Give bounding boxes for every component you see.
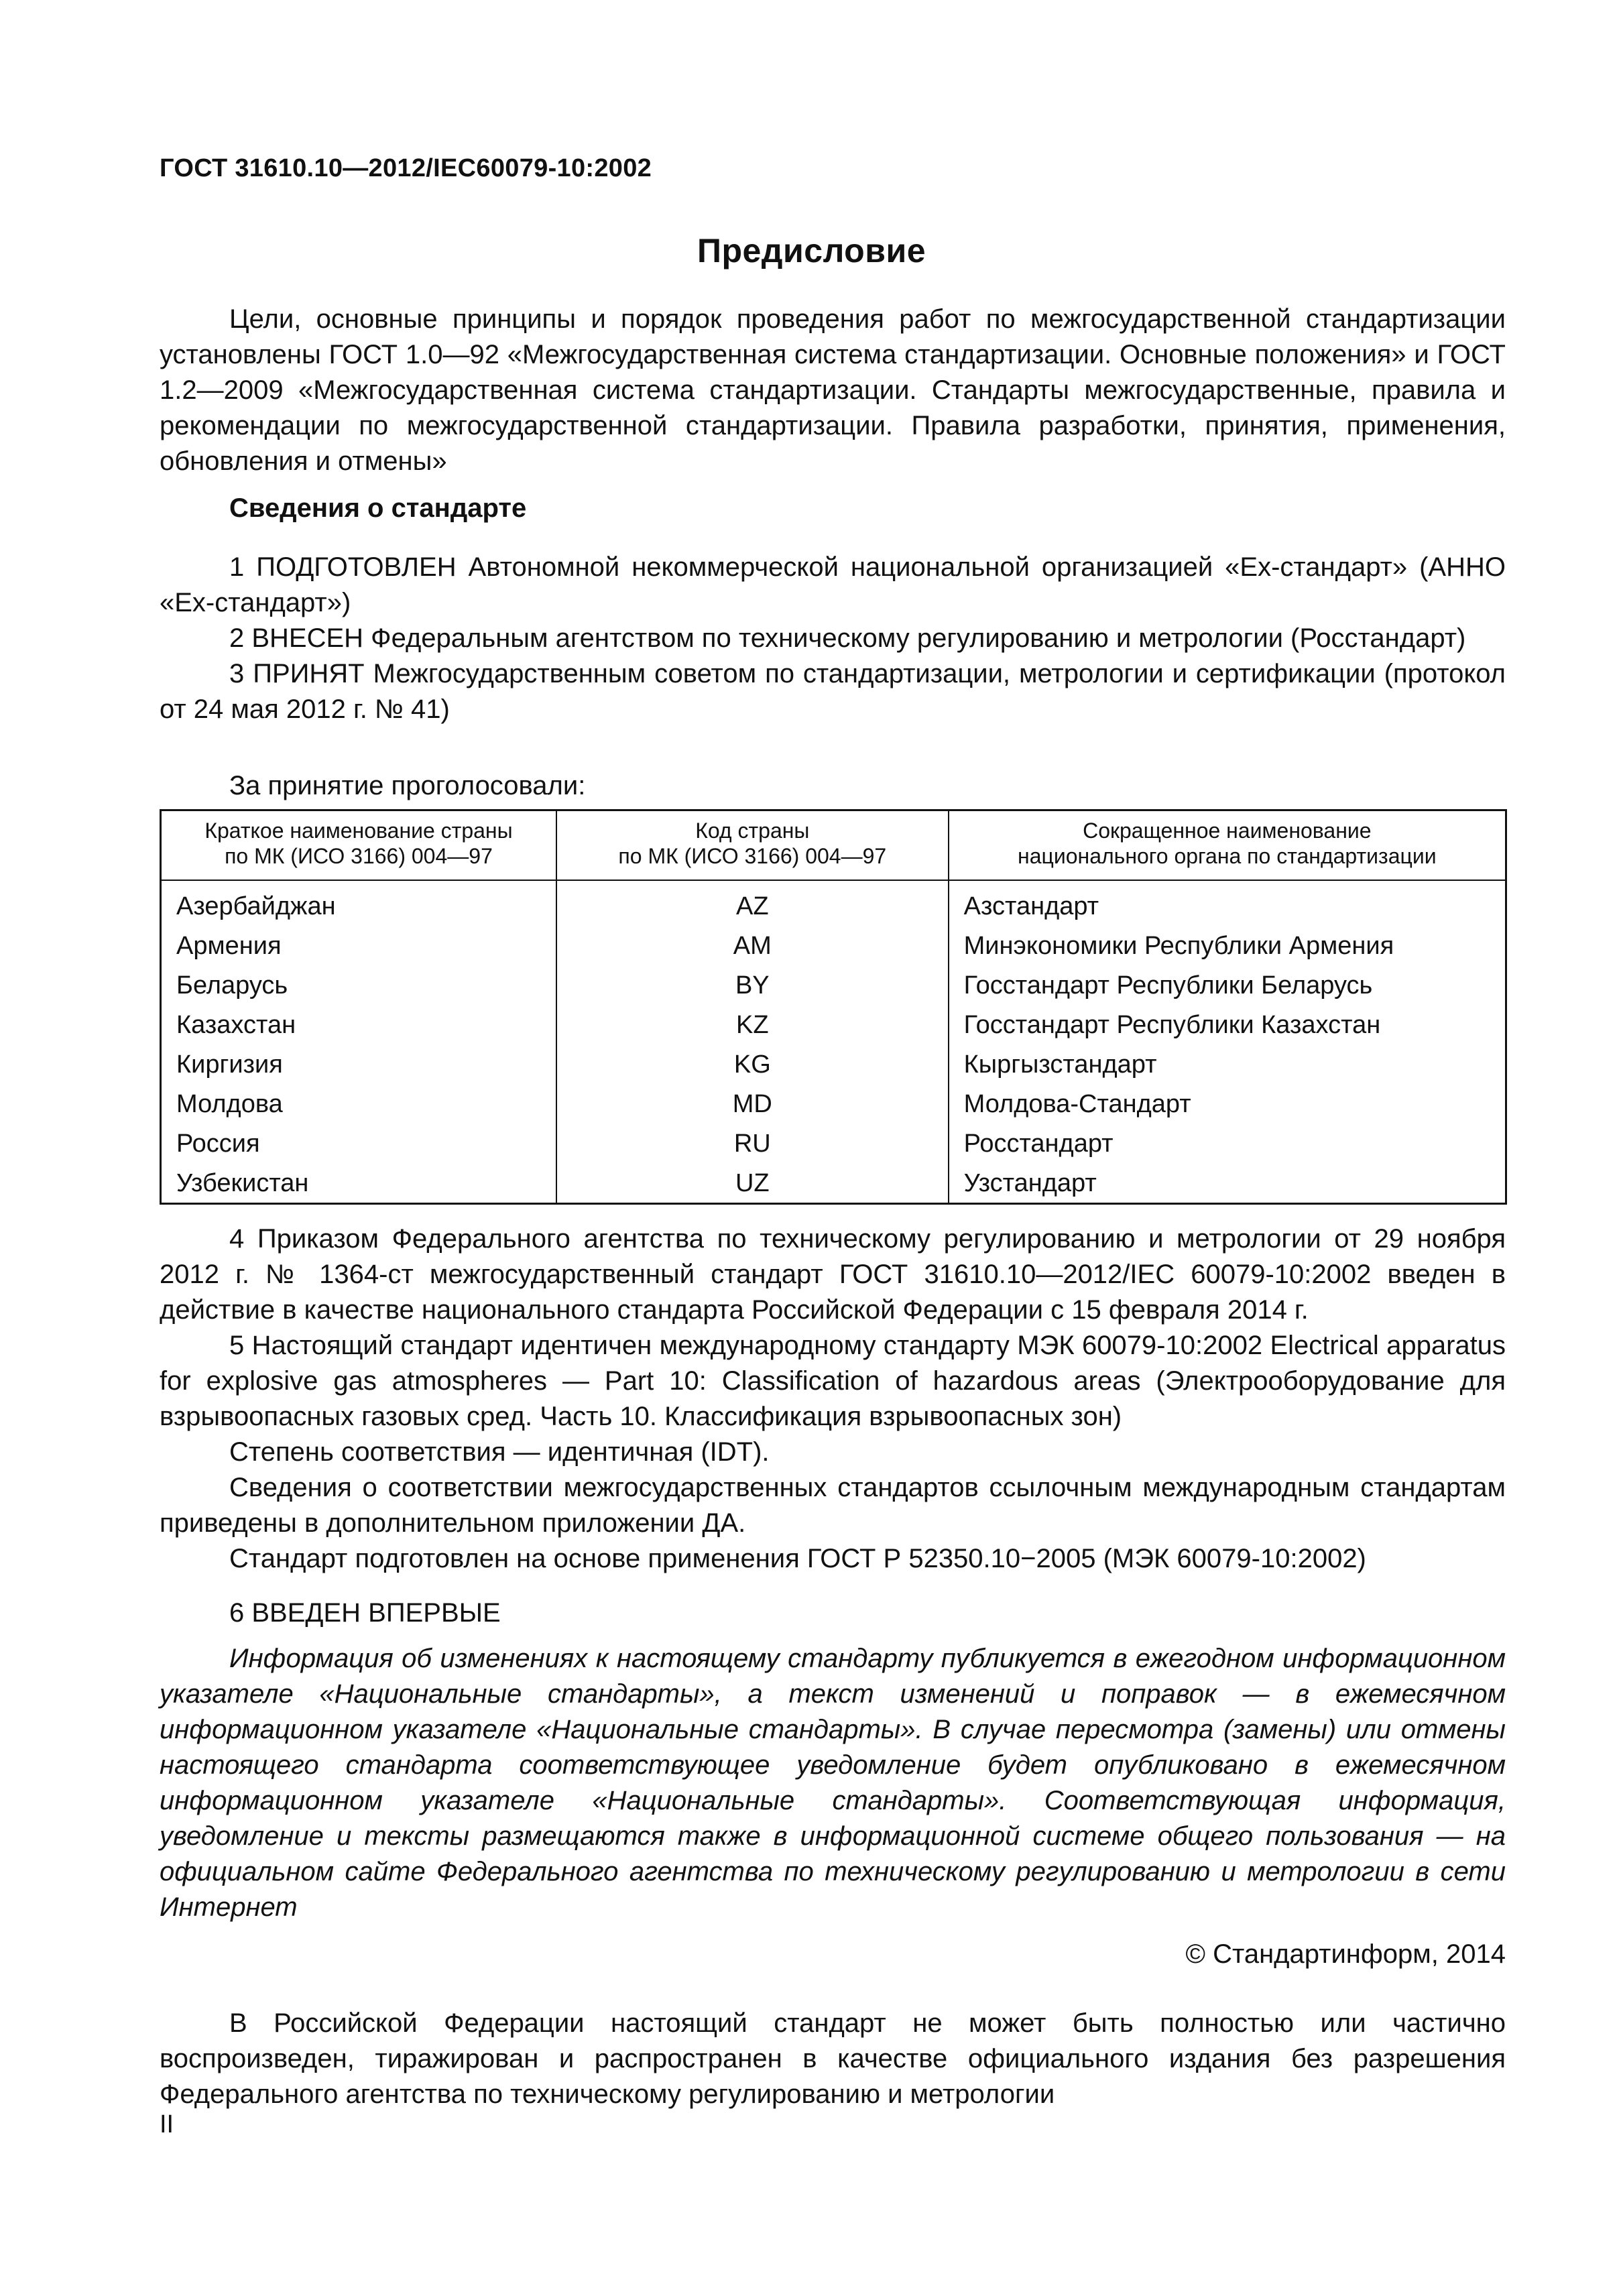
- code-cell: AM: [556, 926, 949, 965]
- info-heading: Сведения о стандарте: [229, 493, 527, 523]
- code-cell: BY: [556, 965, 949, 1005]
- item-adopted: 3 ПРИНЯТ Межгосударственным советом по стандартизации, метрологии и сертификации (протокол от 24 мая 2012 г. № 41): [160, 659, 1506, 724]
- country-cell: Азербайджан: [176, 892, 336, 920]
- header-line: национального органа по стандартизации: [1018, 844, 1437, 868]
- item-introduced: 6 ВВЕДЕН ВПЕРВЫЕ: [229, 1598, 501, 1628]
- rights-statement: В Российской Федерации настоящий стандарт не может быть полностью или частично воспроизведен, тиражирован и распространен в качестве официального издания без разрешения Федерального агентства по техническому регулированию и метрологии: [160, 2008, 1506, 2109]
- body-cell: Узстандарт: [949, 1163, 1506, 1204]
- voting-table: [160, 809, 1507, 1205]
- country-cell: Узбекистан: [176, 1168, 309, 1197]
- table-row: [161, 1044, 1506, 1084]
- table-row: [161, 965, 1506, 1005]
- column-header-code: [556, 810, 949, 881]
- country-cell: Армения: [176, 931, 282, 960]
- table-row: [161, 1124, 1506, 1163]
- table-row: [161, 1005, 1506, 1044]
- item-submitted: 2 ВНЕСЕН Федеральным агентством по техническому регулированию и метрологии (Росстандарт): [229, 623, 1466, 653]
- body-cell: Госстандарт Республики Беларусь: [949, 965, 1506, 1005]
- item-order: 4 Приказом Федерального агентства по техническому регулированию и метрологии от 29 ноября 2012 г. № 1364-ст межгосударственный стандарт ГОСТ 31610.10—2012/IEC 60079-10:2002 введен в действие в качестве национального стандарта Российской Федерации с 15 февраля 2014 г.: [160, 1224, 1506, 1325]
- item-degree: Степень соответствия — идентичная (IDT).: [229, 1437, 770, 1467]
- column-header-country: [161, 810, 556, 881]
- table-row: [161, 926, 1506, 965]
- item-basis: Стандарт подготовлен на основе применения ГОСТ Р 52350.10−2005 (МЭК 60079-10:2002): [229, 1544, 1366, 1573]
- country-cell: Россия: [176, 1129, 260, 1158]
- table-row: [161, 880, 1506, 926]
- country-cell: Молдова: [176, 1089, 283, 1118]
- table-row: [161, 1084, 1506, 1124]
- body-cell: Азстандарт: [949, 880, 1506, 926]
- table-row: [161, 1163, 1506, 1204]
- column-header-body: [949, 810, 1506, 881]
- code-cell: AZ: [556, 880, 949, 926]
- country-cell: Беларусь: [176, 971, 288, 1000]
- body-cell: Кыргызстандарт: [949, 1044, 1506, 1084]
- code-cell: KZ: [556, 1005, 949, 1044]
- items-before-table: [160, 550, 1506, 727]
- item-references: Сведения о соответствии межгосударственных стандартов ссылочным международным стандартам приведены в дополнительном приложении ДА.: [160, 1473, 1506, 1538]
- standard-designation: ГОСТ 31610.10—2012/IEC60079-10:2002: [160, 154, 652, 182]
- country-cell: Казахстан: [176, 1010, 296, 1039]
- country-cell: Киргизия: [176, 1050, 283, 1079]
- code-cell: KG: [556, 1044, 949, 1084]
- intro-block: [160, 302, 1506, 479]
- code-cell: UZ: [556, 1163, 949, 1204]
- code-cell: MD: [556, 1084, 949, 1124]
- copyright: © Стандартинформ, 2014: [1185, 1939, 1506, 1969]
- header-line: Код страны: [695, 819, 810, 843]
- header-line: Краткое наименование страны: [204, 819, 513, 843]
- table-header-row: [161, 810, 1506, 881]
- code-cell: RU: [556, 1124, 949, 1163]
- header-line: Сокращенное наименование: [1083, 819, 1372, 843]
- page-title: Предисловие: [697, 232, 926, 269]
- header-line: по МК (ИСО 3166) 004—97: [618, 844, 887, 868]
- intro-paragraph: Цели, основные принципы и порядок проведения работ по межгосударственной стандартизации установлены ГОСТ 1.0—92 «Межгосударственная система стандартизации. Основные положения» и ГОСТ 1.2—2009 «Межгосударственная система стандартизации. Стандарты межгосударственные, правила и рекомендации по межгосударственной стандартизации. Правила разработки, принятия, применения, обновления и отмены»: [160, 304, 1506, 476]
- item-identical: 5 Настоящий стандарт идентичен международному стандарту МЭК 60079-10:2002 Electrical apparatus for explosive gas atmospheres — Part 10: Classification of hazardous areas (Электрооборудование для взрывоопасных газовых сред. Часть 10. Классификация взрывоопасных зон): [160, 1331, 1506, 1431]
- header-line: по МК (ИСО 3166) 004—97: [225, 844, 493, 868]
- vote-caption: За принятие проголосовали:: [229, 771, 586, 800]
- item-prepared: 1 ПОДГОТОВЛЕН Автономной некоммерческой национальной организацией «Ех-стандарт» (АННО «Ех-стандарт»): [160, 552, 1506, 617]
- items-after-table: [160, 1221, 1506, 1631]
- body-cell: Минэкономики Республики Армения: [949, 926, 1506, 965]
- body-cell: Молдова-Стандарт: [949, 1084, 1506, 1124]
- body-cell: Госстандарт Республики Казахстан: [949, 1005, 1506, 1044]
- changes-notice: Информация об изменениях к настоящему стандарту публикуется в ежегодном информационном указателе «Национальные стандарты», а текст изменений и поправок — в ежемесячном информационном указателе «Национальные стандарты». В случае пересмотра (замены) или отмены настоящего стандарта соответствующее уведомление будет опубликовано в ежемесячном информационном указателе «Национальные стандарты». Соответствующая информация, уведомление и тексты размещаются также в информационной системе общего пользования — на официальном сайте Федерального агентства по техническому регулированию и метрологии в сети Интернет: [160, 1644, 1506, 1922]
- body-cell: Росстандарт: [949, 1124, 1506, 1163]
- page-number: II: [160, 2110, 174, 2138]
